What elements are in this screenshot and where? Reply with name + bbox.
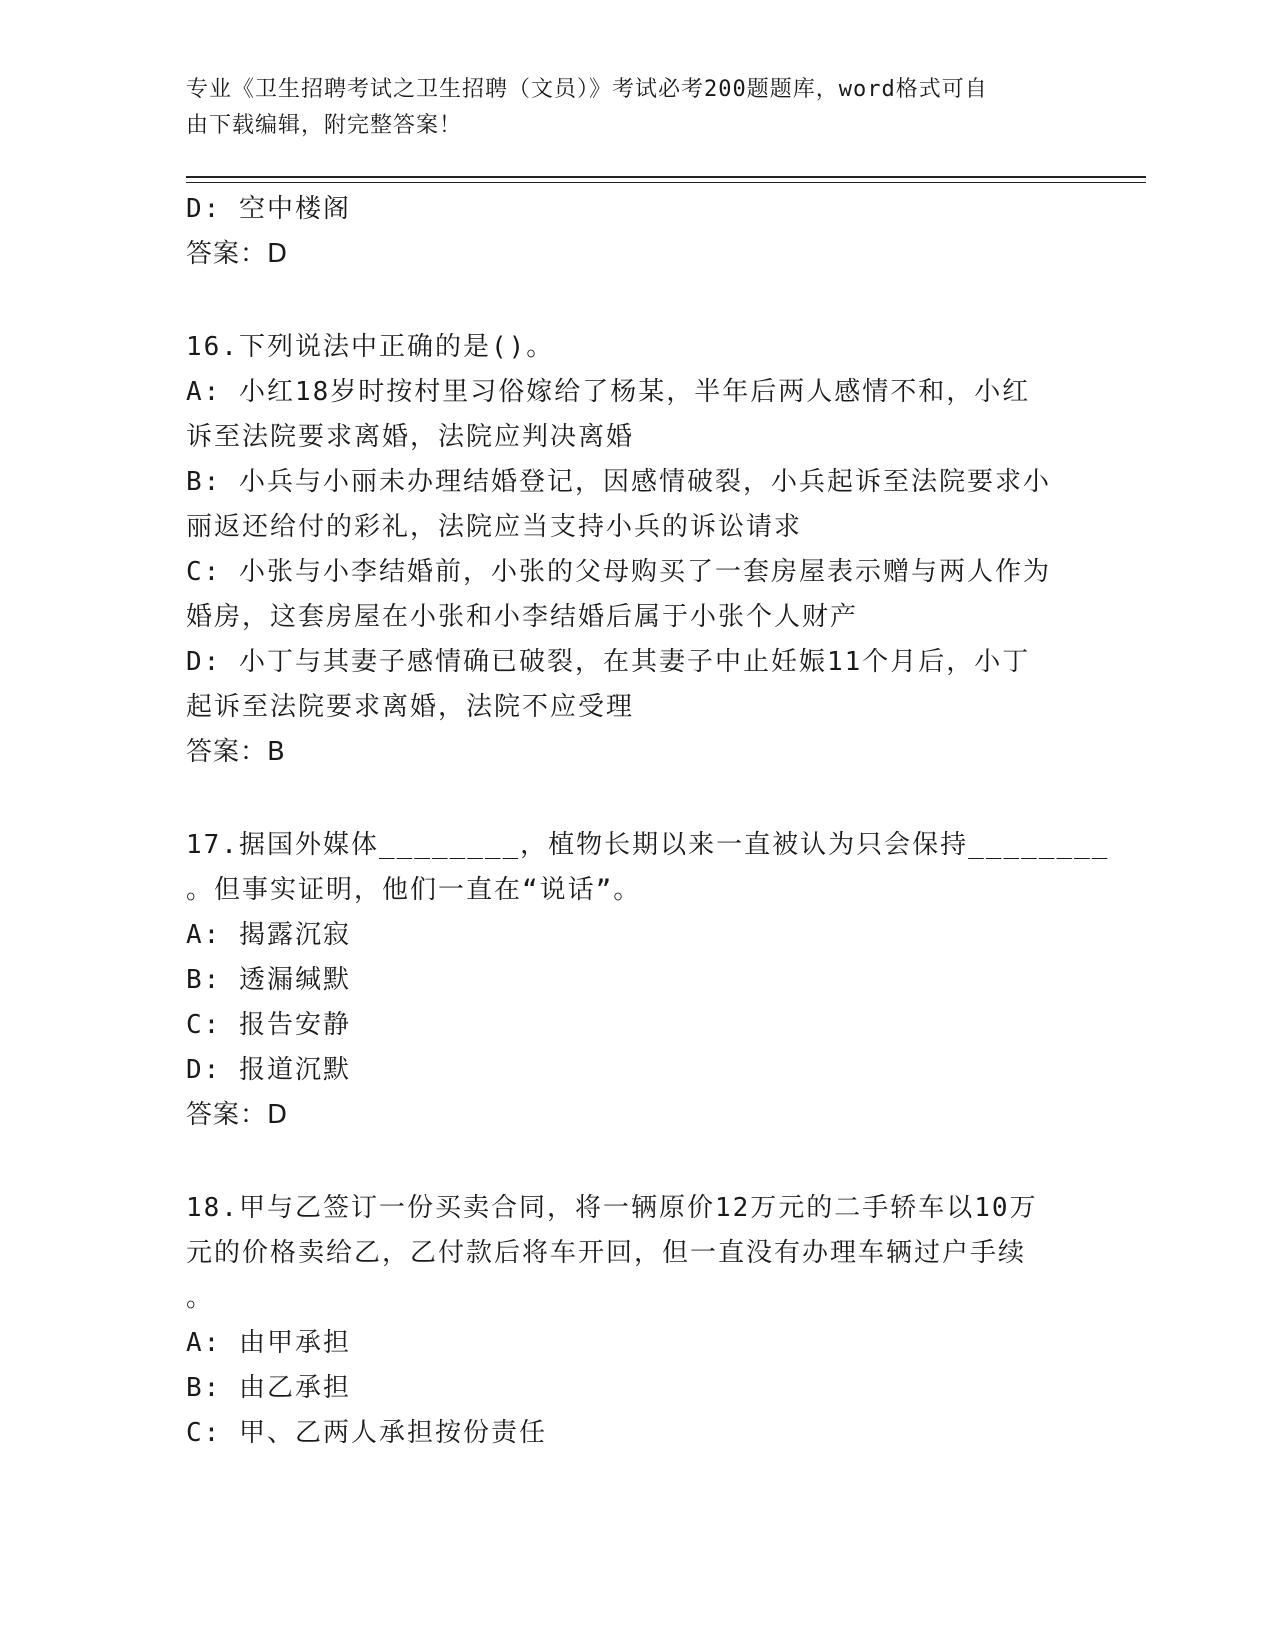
- answer-line: 答案：B: [186, 737, 286, 767]
- document-body: [186, 187, 1110, 1456]
- question-16: [186, 325, 1066, 775]
- answer-line: 答案：D: [186, 1100, 289, 1130]
- option-c: C: 小张与小李结婚前，小张的父母购买了一套房屋表示赠与两人作为: [186, 557, 1051, 587]
- option-b: B: 由乙承担: [186, 1373, 351, 1403]
- option-a-cont: 诉至法院要求离婚，法院应判决离婚: [186, 422, 635, 452]
- option-c: C: 甲、乙两人承担按份责任: [186, 1418, 547, 1448]
- option-b-cont: 丽返还给付的彩礼，法院应当支持小兵的诉讼请求: [186, 512, 803, 542]
- option-d-cont: 起诉至法院要求离婚，法院不应受理: [186, 692, 635, 722]
- question-stem-cont: 。但事实证明，他们一直在“说话”。: [186, 875, 642, 905]
- option-d: D: 空中楼阁: [186, 194, 351, 224]
- question-stem-cont: 元的价格卖给乙，乙付款后将车开回，但一直没有办理车辆过户手续: [186, 1238, 1027, 1268]
- option-a: A: 揭露沉寂: [186, 920, 351, 950]
- option-a: A: 小红18岁时按村里习俗嫁给了杨某，半年后两人感情不和，小红: [186, 377, 1031, 407]
- question-15-tail: [186, 187, 1066, 277]
- header-line-1: 专业《卫生招聘考试之卫生招聘（文员）》考试必考200题题库，word格式可自: [186, 77, 988, 102]
- question-stem: 17.据国外媒体________，植物长期以来一直被认为只会保持________: [186, 830, 1110, 860]
- answer-line: 答案：D: [186, 239, 289, 269]
- option-d: D: 报道沉默: [186, 1055, 351, 1085]
- option-c-cont: 婚房，这套房屋在小张和小李结婚后属于小张个人财产: [186, 602, 859, 632]
- option-b: B: 透漏缄默: [186, 965, 351, 995]
- document-header: [186, 72, 1066, 144]
- option-a: A: 由甲承担: [186, 1328, 351, 1358]
- header-rule-thin: [186, 182, 1146, 183]
- question-stem: 18.甲与乙签订一份买卖合同，将一辆原价12万元的二手轿车以10万: [186, 1193, 1038, 1223]
- option-d: D: 小丁与其妻子感情确已破裂，在其妻子中止妊娠11个月后，小丁: [186, 647, 1031, 677]
- option-b: B: 小兵与小丽未办理结婚登记，因感情破裂，小兵起诉至法院要求小: [186, 467, 1051, 497]
- question-stem: 16.下列说法中正确的是()。: [186, 332, 555, 362]
- header-rule-thick: [186, 176, 1146, 178]
- header-line-2: 由下载编辑，附完整答案！: [186, 113, 463, 138]
- question-18: [186, 1186, 1066, 1456]
- question-17: [186, 823, 1110, 1138]
- option-c: C: 报告安静: [186, 1010, 351, 1040]
- question-stem-cont-2: 。: [186, 1283, 215, 1313]
